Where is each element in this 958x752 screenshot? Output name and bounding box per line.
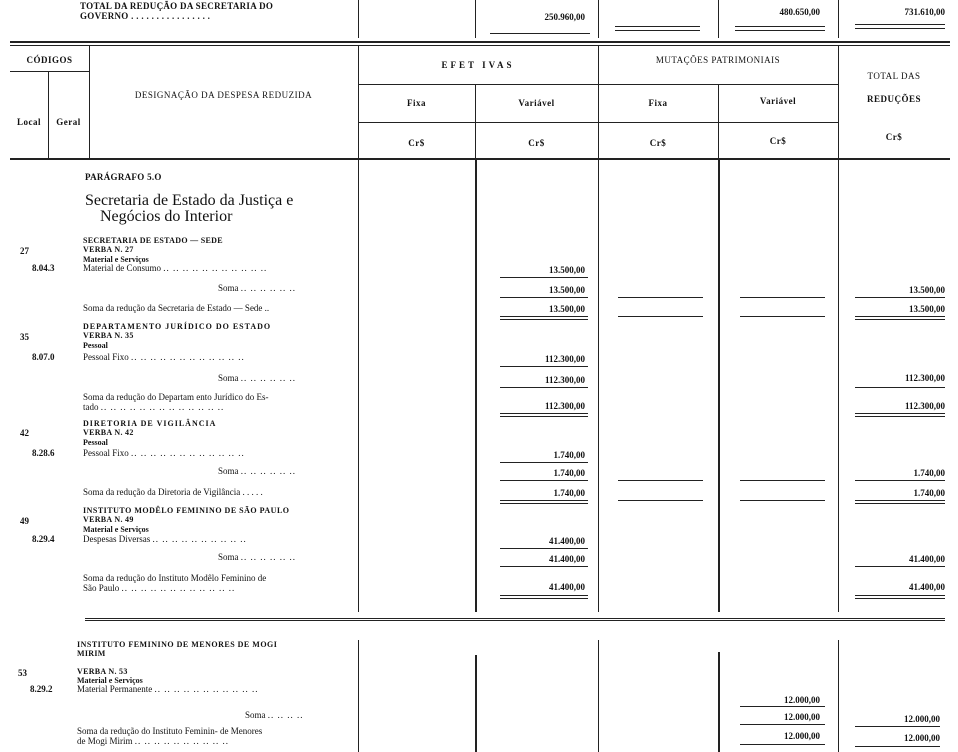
top-total: 731.610,00 [904, 7, 945, 17]
header-total-2: REDUÇÕES [866, 94, 921, 104]
header-fixa-mut: Fixa [648, 98, 668, 108]
total-reducao: 12.000,00 [904, 733, 940, 743]
unit-title: SECRETARIA DE ESTADO — SEDE [83, 236, 223, 245]
total-soma: 112.300,00 [904, 373, 945, 383]
top-label-line1: TOTAL DA REDUÇÃO DA SECRETARIA DO [80, 1, 274, 11]
top-mut-var: 480.650,00 [779, 7, 820, 17]
header-efetivas: EFET IVAS [441, 60, 515, 70]
local-code: 53 [18, 668, 27, 678]
top-total-label [80, 1, 273, 21]
reducao-label-2: tado [83, 402, 99, 412]
unit-title: DEPARTAMENTO JURÍDICO DO ESTADO [83, 322, 272, 331]
local-code: 42 [20, 428, 29, 438]
reducao-value: 41.400,00 [549, 582, 585, 592]
soma-value: 1.740,00 [553, 468, 585, 478]
reducao-label: Soma da redução do Instituto Modêlo Feminino de [83, 573, 267, 583]
header-local: Local [17, 117, 41, 127]
reducao-label: Soma da redução do Departam ento Jurídico do Es- [83, 392, 269, 402]
geral-code: 8.29.2 [30, 684, 53, 694]
unit-title: INSTITUTO MODÊLO FEMININO DE SÃO PAULO [83, 506, 290, 515]
soma-label: Soma [218, 466, 239, 476]
header-cr-5: Cr$ [885, 132, 903, 142]
local-code: 35 [20, 332, 29, 342]
header-cr-3: Cr$ [649, 138, 667, 148]
verba-label: VERBA N. 42 [83, 428, 134, 437]
verba-label: VERBA N. 49 [83, 515, 134, 524]
soma-value: 13.500,00 [549, 285, 585, 295]
secretaria-title-2: Negócios do Interior [100, 208, 233, 225]
total-soma: 41.400,00 [909, 554, 945, 564]
header-codigos: CÓDIGOS [26, 55, 73, 65]
top-efet-var: 250.960,00 [544, 12, 585, 22]
header-cr-1: Cr$ [408, 138, 425, 148]
total-soma: 12.000,00 [904, 714, 940, 724]
item-value: 12.000,00 [784, 695, 820, 705]
geral-code: 8.28.6 [32, 448, 55, 458]
soma-label: Soma [218, 283, 239, 293]
header-mutacoes: MUTAÇÕES PATRIMONIAIS [655, 55, 781, 65]
unit-title: INSTITUTO FEMININO DE MENORES DE MOGI [77, 640, 278, 649]
local-code: 49 [20, 516, 29, 526]
header-variavel-efet: Variável [518, 98, 555, 108]
item-label: Pessoal Fixo [83, 448, 129, 458]
verba-label: VERBA N. 27 [83, 245, 134, 254]
verba-label: VERBA N. 53 [77, 667, 128, 676]
reducao-value: 13.500,00 [549, 304, 585, 314]
total-reducao: 13.500,00 [909, 304, 945, 314]
item-value: 1.740,00 [553, 450, 585, 460]
sub-category: Material e Serviços [83, 525, 149, 534]
reducao-value: 112.300,00 [544, 401, 585, 411]
reducao-value: 1.740,00 [553, 488, 585, 498]
soma-label: Soma [218, 552, 239, 562]
verba-label: VERBA N. 35 [83, 331, 134, 340]
dot-leader: . . . . . . . . . . . . . . . . [131, 11, 211, 21]
header-fixa-efet: Fixa [407, 98, 426, 108]
reducao-label-2: São Paulo [83, 583, 120, 593]
total-reducao: 41.400,00 [909, 582, 945, 592]
header-cr-4: Cr$ [769, 136, 787, 146]
item-label: Pessoal Fixo [83, 352, 129, 362]
item-label: Material de Consumo [83, 263, 161, 273]
total-soma: 13.500,00 [909, 285, 945, 295]
paragrafo-heading: PARÁGRAFO 5.O [85, 172, 162, 182]
soma-label: Soma [218, 373, 239, 383]
unit-title-2: MIRIM [77, 649, 106, 658]
soma-value: 12.000,00 [784, 712, 820, 722]
sub-category: Pessoal [83, 438, 108, 447]
geral-code: 8.04.3 [32, 263, 55, 273]
reducao-label-2: de Mogi Mirim [77, 736, 133, 746]
sub-category: Pessoal [83, 341, 108, 350]
reducao-label: Soma da redução da Diretoria de Vigilância . . . . . [83, 487, 263, 497]
soma-value: 112.300,00 [544, 375, 585, 385]
header-total-1: TOTAL DAS [867, 71, 921, 81]
header-designacao: DESIGNAÇÃO DA DESPESA REDUZIDA [134, 90, 313, 100]
total-reducao: 1.740,00 [913, 488, 945, 498]
reducao-label: Soma da redução do Instituto Feminin- de Menores [77, 726, 263, 736]
item-label: Despesas Diversas [83, 534, 151, 544]
sub-category: Material e Serviços [83, 255, 149, 264]
item-value: 112.300,00 [544, 354, 585, 364]
geral-code: 8.29.4 [32, 534, 55, 544]
total-reducao: 112.300,00 [904, 401, 945, 411]
unit-title: DIRETORIA DE VIGILÂNCIA [83, 419, 217, 428]
header-geral: Geral [56, 117, 81, 127]
local-code: 27 [20, 246, 29, 256]
soma-label: Soma [245, 710, 266, 720]
soma-value: 41.400,00 [549, 554, 585, 564]
reducao-label: Soma da redução da Secretaria de Estado — Sede .. [83, 303, 270, 313]
item-value: 13.500,00 [549, 265, 585, 275]
item-value: 41.400,00 [549, 536, 585, 546]
total-soma: 1.740,00 [913, 468, 945, 478]
sub-category: Material e Serviços [77, 676, 143, 685]
reducao-value: 12.000,00 [784, 731, 820, 741]
item-label: Material Permanente [77, 684, 153, 694]
secretaria-title-1: Secretaria de Estado da Justiça e [85, 192, 294, 209]
top-label-line2: GOVERNO [80, 11, 129, 21]
geral-code: 8.07.0 [32, 352, 55, 362]
header-variavel-mut: Variável [759, 96, 797, 106]
header-cr-2: Cr$ [528, 138, 545, 148]
